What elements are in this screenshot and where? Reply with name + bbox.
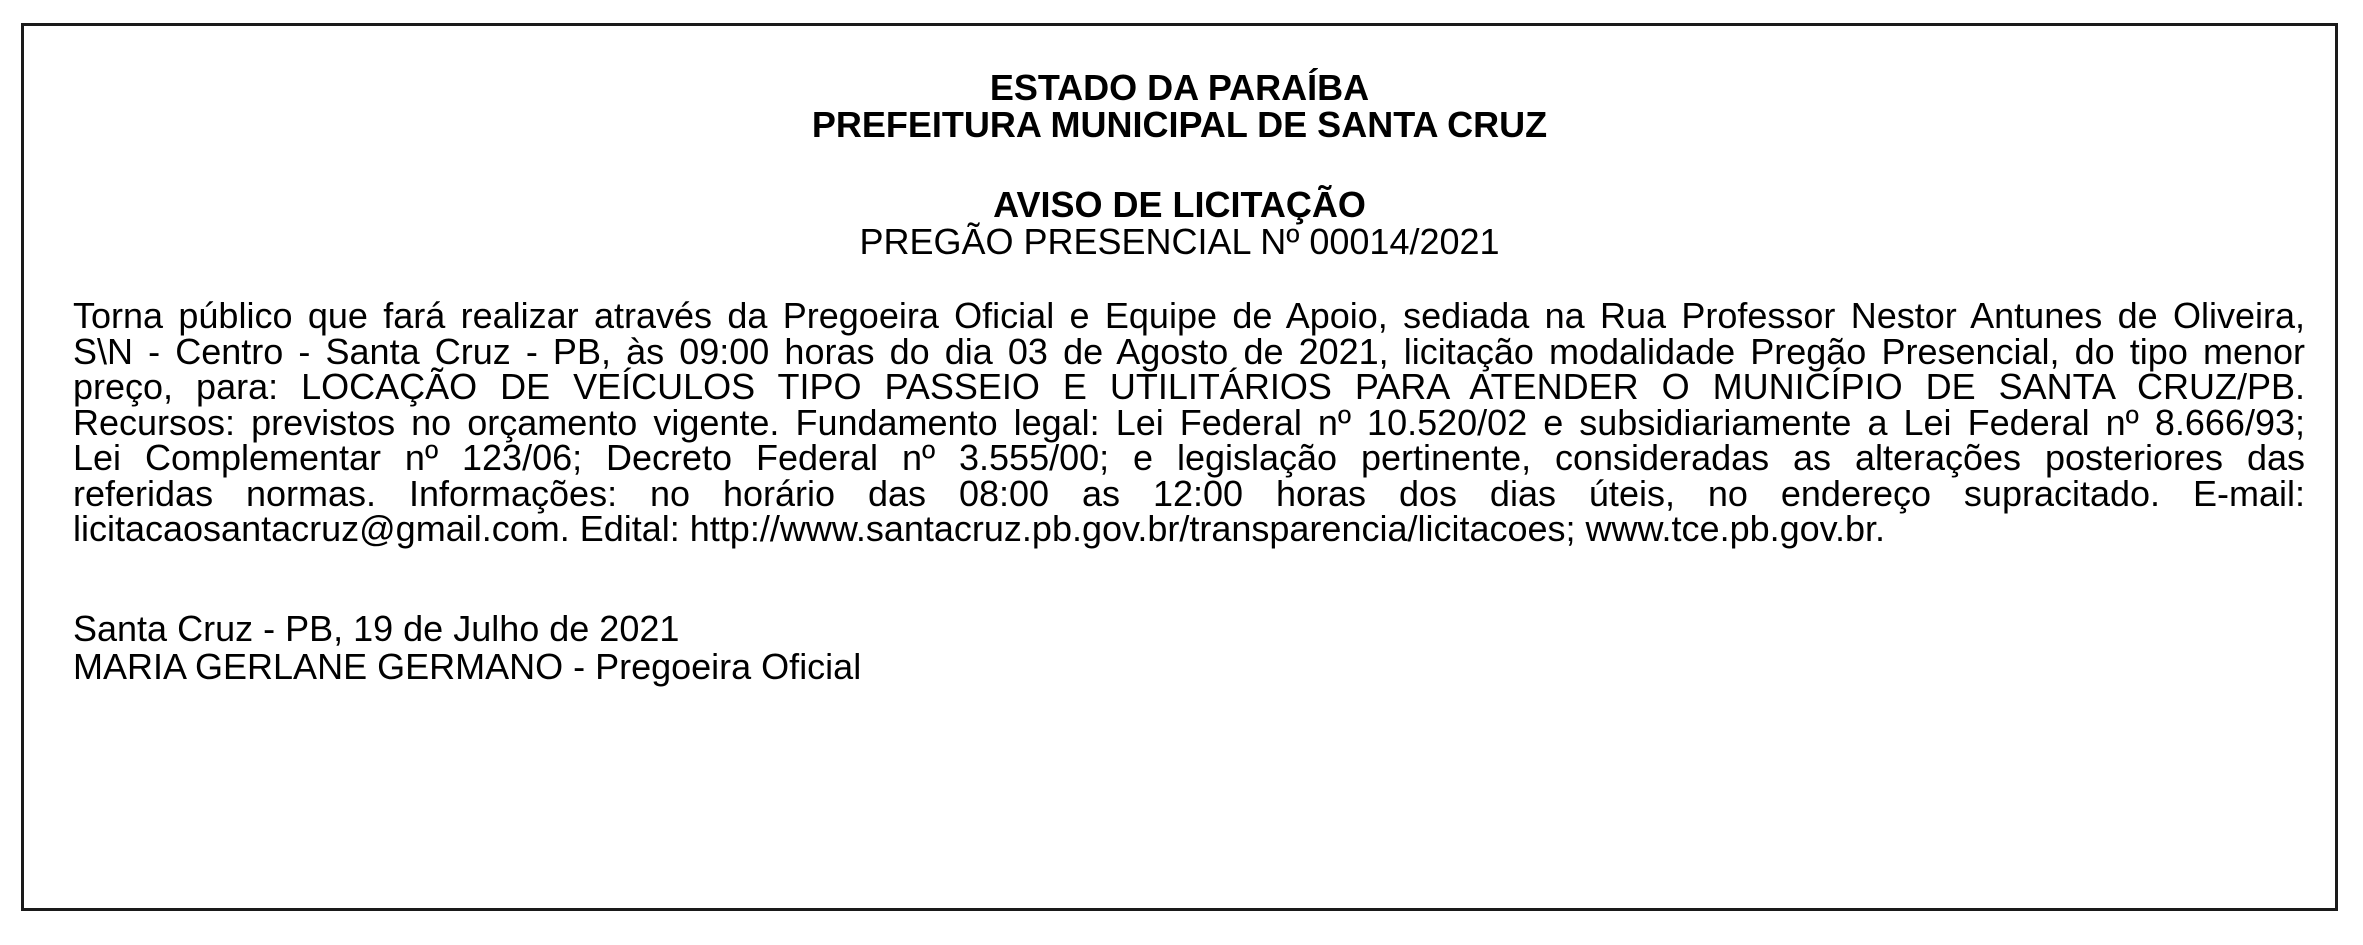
body-line: S\N - Centro - Santa Cruz - PB, às 09:00 horas do dia 03 de Agosto de 2021, licitação modalidade Pregão Presencial, do tipo menor: [73, 330, 2305, 372]
notice-number: PREGÃO PRESENCIAL Nº 00014/2021: [859, 221, 1500, 262]
notice-body: [73, 295, 2305, 549]
body-line: licitacaosantacruz@gmail.com. Edital: http://www.santacruz.pb.gov.br/transparencia/licitacoes; www.tce.pb.gov.br.: [73, 508, 1886, 549]
notice-frame: [21, 23, 2338, 911]
body-line: referidas normas. Informações: no horário das 08:00 as 12:00 horas dos dias úteis, no endereço supracitado. E-mail:: [73, 472, 2305, 514]
body-line: Recursos: previstos no orçamento vigente. Fundamento legal: Lei Federal nº 10.520/02 e subsidiariamente a Lei Federal nº 8.666/93;: [73, 401, 2305, 443]
body-line: preço, para: LOCAÇÃO DE VEÍCULOS TIPO PASSEIO E UTILITÁRIOS PARA ATENDER O MUNICÍPIO DE SANTA CRUZ/PB.: [73, 366, 2305, 407]
municipality-heading: PREFEITURA MUNICIPAL DE SANTA CRUZ: [811, 104, 1548, 145]
state-heading: ESTADO DA PARAÍBA: [989, 67, 1370, 108]
place-date: Santa Cruz - PB, 19 de Julho de 2021: [73, 608, 680, 649]
notice-title: AVISO DE LICITAÇÃO: [993, 184, 1366, 225]
body-line: Torna público que fará realizar através da Pregoeira Oficial e Equipe de Apoio, sediada na Rua Professor Nestor Antunes de Oliveira,: [73, 295, 2305, 336]
body-line: Lei Complementar nº 123/06; Decreto Federal nº 3.555/00; e legislação pertinente, consideradas as alterações posteriores das: [73, 437, 2305, 478]
signer-name: MARIA GERLANE GERMANO - Pregoeira Oficial: [73, 646, 862, 687]
